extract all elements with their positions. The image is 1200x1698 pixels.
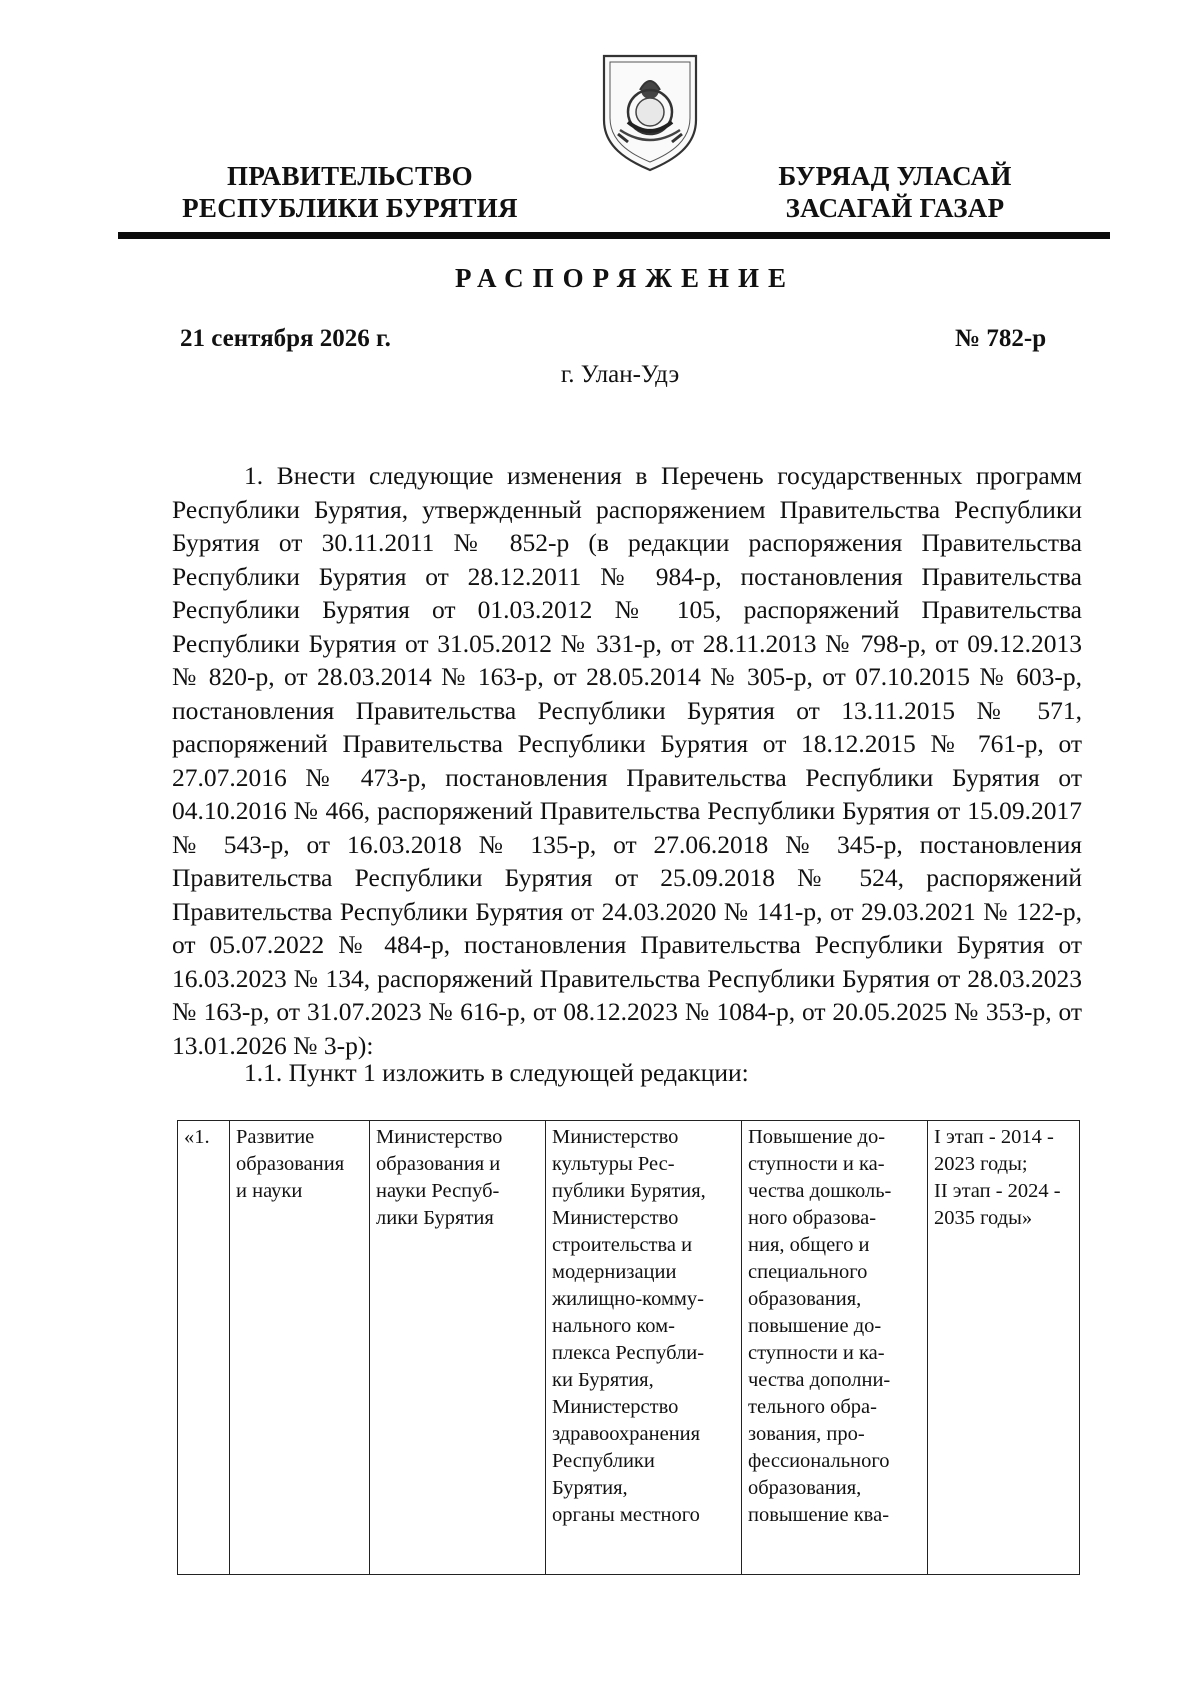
cell-line: повышение до- [748,1315,882,1337]
cell-line: Министерство [552,1207,679,1229]
cell-line: науки Респуб- [376,1180,500,1202]
cell-line: I этап - 2014 - [934,1126,1054,1148]
cell-line: ступности и ка- [748,1153,885,1175]
cell-line: ки Бурятия, [552,1369,654,1391]
table-row [178,1121,1080,1575]
cell-line: и науки [236,1180,303,1202]
cell-line: образования [236,1153,345,1175]
cell-line: лики Бурятия [376,1207,494,1229]
cell-line: 2035 годы» [934,1207,1033,1229]
header-divider [118,232,1110,239]
cell-line: образования, [748,1477,862,1499]
cell-goals [742,1121,928,1575]
cell-line: органы местного [552,1504,700,1526]
cell-line: публики Бурятия, [552,1180,706,1202]
cell-line: жилищно-комму- [552,1288,704,1310]
cell-line: Бурятия, [552,1477,628,1499]
cell-line: Министерство [552,1396,679,1418]
cell-line: ного образова- [748,1207,877,1229]
row-number: «1. [184,1126,210,1148]
coat-of-arms-emblem [598,50,702,174]
cell-responsible [370,1121,546,1575]
government-name-buryat [745,160,1045,224]
document-number: № 782-р [955,325,1047,352]
cell-line: модернизации [552,1261,677,1283]
cell-line: строительства и [552,1234,693,1256]
header-right-line-1: БУРЯАД УЛАСАЙ [778,161,1012,191]
document-title: РАСПОРЯЖЕНИЕ [454,263,796,293]
cell-line: плекса Республи- [552,1342,705,1364]
cell-line: культуры Рес- [552,1153,675,1175]
header-left-line-1: ПРАВИТЕЛЬСТВО [227,161,473,191]
cell-line: здравоохранения [552,1423,701,1445]
cell-line: Повышение до- [748,1126,886,1148]
cell-line: зования, про- [748,1423,865,1445]
cell-line: 2023 годы; [934,1153,1028,1175]
cell-line: Республики [552,1450,655,1472]
cell-line: образования, [748,1288,862,1310]
cell-line: образования и [376,1153,501,1175]
cell-program [230,1121,370,1575]
cell-line: ния, общего и [748,1234,870,1256]
cell-line: ступности и ка- [748,1342,885,1364]
cell-line: нального ком- [552,1315,675,1337]
paragraph-1: 1. Внести следующие изменения в Перечень государственных программ Республики Бурятия, утвержденный распоряжением Правительства Республики Бурятия от 30.11.2011 № 852-р (в редакции распоряжения Правительства Республики Бурятия от 28.12.2011 № 984-р, постановления Правительства Республики Бурятия от 01.03.2012 № 105, распоряжений Правительства Республики Бурятия от 31.05.2012 № 331-р, от 28.11.2013 № 798-р, от 09.12.2013 № 820-р, от 28.03.2014 № 163-р, от 28.05.2014 № 305-р, от 07.10.2015 № 603-р, постановления Правительства Республики Бурятия от 13.11.2015 № 571, распоряжений Правительства Республики Бурятия от 18.12.2015 № 761-р, от 27.07.2016 № 473-р, постановления Правительства Республики Бурятия от 04.10.2016 № 466, распоряжений Правительства Республики Бурятия от 15.09.2017 № 543-р, от 16.03.2018 № 135-р, от 27.06.2018 № 345-р, постановления Правительства Республики Бурятия от 25.09.2018 № 524, распоряжений Правительства Республики Бурятия от 24.03.2020 № 141-р, от 29.03.2021 № 122-р, от 05.07.2022 № 484-р, постановления Правительства Республики Бурятия от 16.03.2023 № 134, распоряжений Правительства Республики Бурятия от 28.03.2023 № 163-р, от 31.07.2023 № 616-р, от 08.12.2023 № 1084-р, от 20.05.2025 № 353-р, от 13.01.2026 № 3-р): [172,461,1082,1060]
cell-line: Развитие [236,1126,315,1148]
cell-co-executors [546,1121,742,1575]
cell-number [178,1121,230,1575]
cell-stages [928,1121,1080,1575]
cell-line: чества дошколь- [748,1180,892,1202]
cell-line: фессионального [748,1450,890,1472]
body-text [172,459,1082,1062]
header-right-line-2: ЗАСАГАЙ ГАЗАР [785,193,1005,223]
cell-line: II этап - 2024 - [934,1180,1061,1202]
cell-line: чества дополни- [748,1369,891,1391]
document-date: 21 сентября 2026 г. [180,325,391,352]
header-left-line-2: РЕСПУБЛИКИ БУРЯТИЯ [182,193,518,223]
cell-line: специального [748,1261,868,1283]
government-name-russian [160,160,540,224]
programs-table [177,1120,1080,1575]
cell-line: тельного обра- [748,1396,877,1418]
cell-line: повышение ква- [748,1504,890,1526]
cell-line: Министерство [376,1126,503,1148]
cell-line: Министерство [552,1126,679,1148]
sub-item-1-1: 1.1. Пункт 1 изложить в следующей редакции: [244,1058,749,1087]
document-city: г. Улан-Удэ [560,361,680,388]
